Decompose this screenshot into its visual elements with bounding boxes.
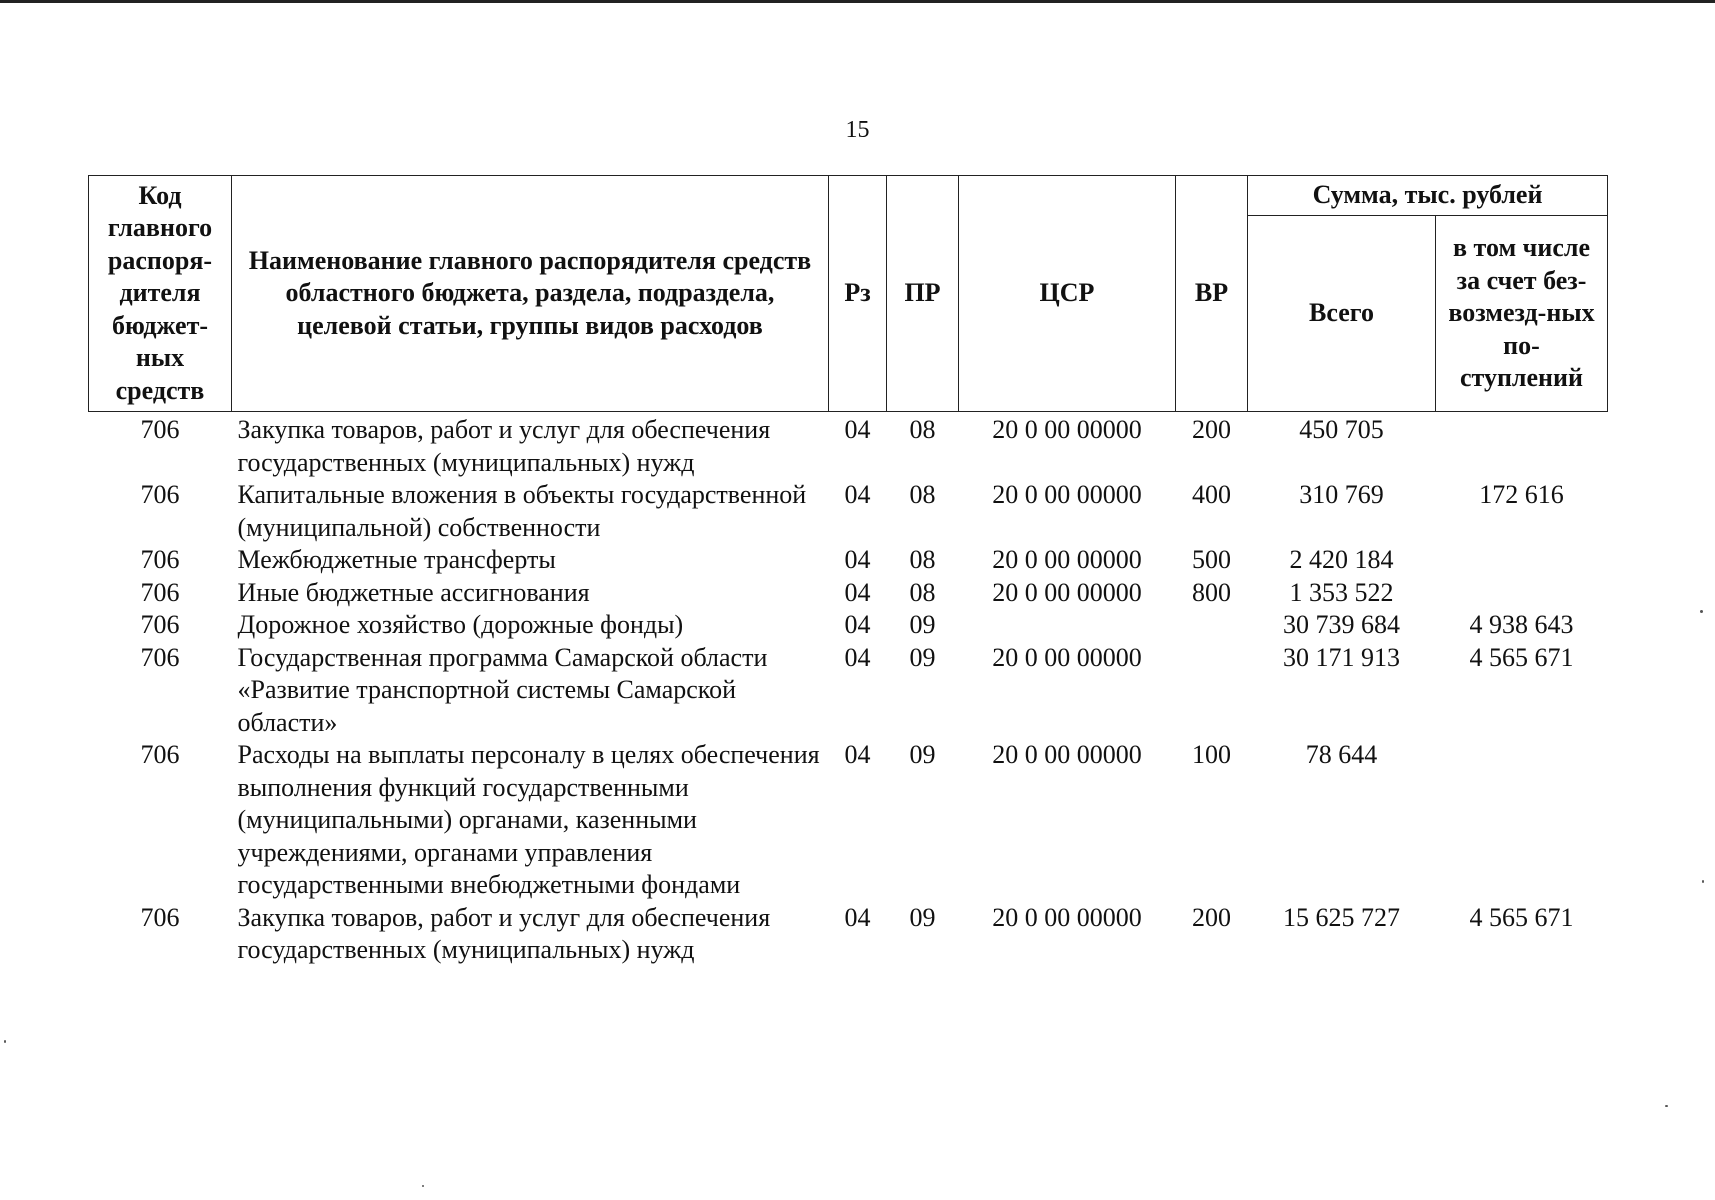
cell-grant <box>1436 544 1608 577</box>
table-row <box>89 479 1608 544</box>
cell-grant: 172 616 <box>1479 480 1564 509</box>
cell-vr: 500 <box>1192 545 1231 574</box>
cell-vr: 800 <box>1192 577 1231 607</box>
cell-total: 1 353 522 <box>1289 577 1394 607</box>
cell-csr: 20 0 00 00000 <box>992 642 1142 672</box>
cell-name: Дорожное хозяйство (дорожные фонды) <box>237 610 684 639</box>
cell-csr <box>959 609 1176 642</box>
table-row <box>89 739 1608 902</box>
scan-speck <box>1665 1105 1668 1107</box>
header-vr: ВР <box>1176 176 1248 412</box>
cell-vr: 100 <box>1192 740 1231 769</box>
cell-total: 450 705 <box>1299 415 1384 444</box>
budget-table <box>88 175 1608 967</box>
cell-total: 2 420 184 <box>1289 545 1394 574</box>
header-pr: ПР <box>887 176 959 412</box>
top-border-line <box>0 0 1715 3</box>
table-row <box>89 902 1608 967</box>
header-total: Всего <box>1248 216 1436 412</box>
cell-vr: 400 <box>1192 480 1231 509</box>
cell-pr: 09 <box>909 740 936 769</box>
header-rz: Рз <box>829 176 887 412</box>
cell-rz: 04 <box>844 415 871 444</box>
cell-code: 706 <box>140 610 180 639</box>
cell-grant: 4 565 671 <box>1469 642 1574 672</box>
cell-name: Межбюджетные трансферты <box>237 545 556 574</box>
cell-grant <box>1436 739 1608 902</box>
scan-speck <box>1700 610 1703 613</box>
cell-total: 30 739 684 <box>1283 610 1400 639</box>
cell-pr: 08 <box>909 415 936 444</box>
header-sum-group: Сумма, тыс. рублей <box>1248 176 1608 216</box>
cell-rz: 04 <box>844 545 871 574</box>
cell-pr: 09 <box>909 642 936 672</box>
cell-csr: 20 0 00 00000 <box>992 740 1142 769</box>
cell-rz: 04 <box>844 902 871 932</box>
cell-pr: 08 <box>909 577 936 607</box>
header-csr: ЦСР <box>959 176 1176 412</box>
cell-grant <box>1436 577 1608 610</box>
cell-code: 706 <box>140 642 180 672</box>
cell-pr: 09 <box>909 902 936 932</box>
cell-grant: 4 938 643 <box>1469 610 1574 639</box>
table-row <box>89 609 1608 642</box>
cell-code: 706 <box>140 415 180 444</box>
cell-total: 15 625 727 <box>1283 902 1400 932</box>
cell-rz: 04 <box>844 577 871 607</box>
header-code: Код главного распоря-дителя бюджет-ных средств <box>89 176 232 412</box>
cell-code: 706 <box>140 740 180 769</box>
cell-name: Закупка товаров, работ и услуг для обеспечения государственных (муниципальных) нужд <box>237 902 771 964</box>
scan-speck <box>4 1040 6 1043</box>
cell-rz: 04 <box>844 480 871 509</box>
cell-csr: 20 0 00 00000 <box>992 545 1142 574</box>
cell-grant <box>1436 412 1608 480</box>
cell-vr <box>1176 642 1248 740</box>
cell-name: Иные бюджетные ассигнования <box>237 577 590 607</box>
cell-vr <box>1176 609 1248 642</box>
cell-vr: 200 <box>1192 415 1231 444</box>
cell-grant: 4 565 671 <box>1469 902 1574 932</box>
cell-code: 706 <box>140 480 180 509</box>
cell-rz: 04 <box>844 740 871 769</box>
header-grant: в том числе за счет без-возмезд-ных по-ступлений <box>1436 216 1608 412</box>
table-row <box>89 642 1608 740</box>
cell-pr: 08 <box>909 545 936 574</box>
cell-code: 706 <box>140 577 180 607</box>
cell-vr: 200 <box>1192 902 1231 932</box>
scan-speck <box>422 1185 424 1187</box>
table-row <box>89 412 1608 480</box>
cell-total: 30 171 913 <box>1283 642 1400 672</box>
cell-code: 706 <box>140 545 180 574</box>
cell-code: 706 <box>140 902 180 932</box>
cell-pr: 09 <box>909 610 936 639</box>
scan-speck <box>1702 880 1704 883</box>
cell-rz: 04 <box>844 642 871 672</box>
table-row <box>89 544 1608 577</box>
cell-pr: 08 <box>909 480 936 509</box>
cell-csr: 20 0 00 00000 <box>992 902 1142 932</box>
cell-name: Государственная программа Самарской области «Развитие транспортной системы Самарской области» <box>237 642 768 737</box>
cell-csr: 20 0 00 00000 <box>992 577 1142 607</box>
cell-csr: 20 0 00 00000 <box>992 480 1142 509</box>
table-row <box>89 577 1608 610</box>
cell-total: 310 769 <box>1299 480 1384 509</box>
cell-rz: 04 <box>844 610 871 639</box>
cell-name: Расходы на выплаты персоналу в целях обеспечения выполнения функций государственными (муниципальными) органами, казенными учреждениями, органами управления государственными внебюджетными фондами <box>237 740 820 899</box>
header-name: Наименование главного распорядителя средств областного бюджета, раздела, подраздела, целевой статьи, группы видов расходов <box>232 176 829 412</box>
cell-csr: 20 0 00 00000 <box>992 415 1142 444</box>
page-number: 15 <box>845 117 870 143</box>
cell-name: Закупка товаров, работ и услуг для обеспечения государственных (муниципальных) нужд <box>237 415 771 477</box>
cell-total: 78 644 <box>1305 740 1378 769</box>
cell-name: Капитальные вложения в объекты государственной (муниципальной) собственности <box>237 480 807 542</box>
